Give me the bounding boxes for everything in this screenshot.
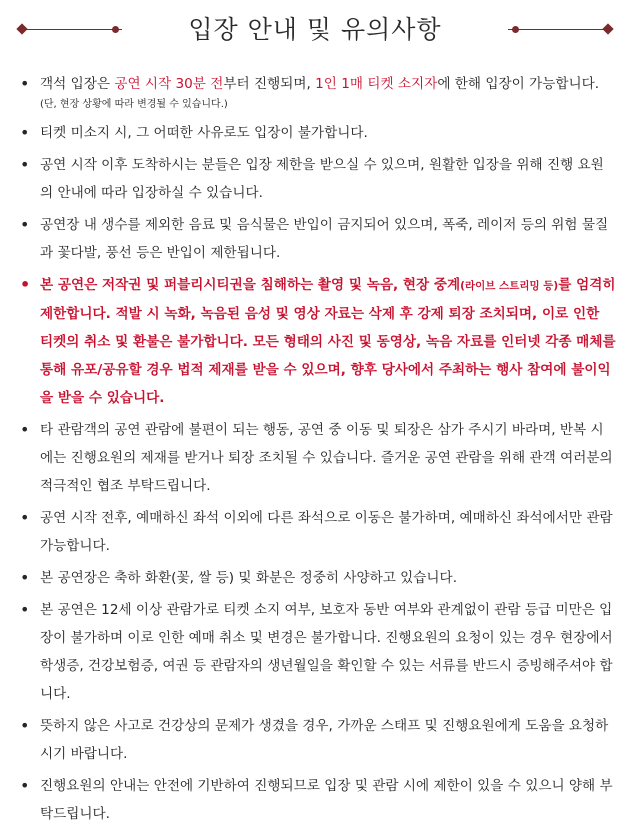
bullet-icon: •	[20, 123, 30, 142]
bullet-icon: •	[20, 716, 30, 735]
bullet-icon: •	[20, 215, 30, 234]
bullet-icon: •	[20, 74, 30, 93]
list-item: • 티켓 미소지 시, 그 어떠한 사유로도 입장이 불가합니다.	[16, 119, 616, 147]
bullet-icon: •	[20, 155, 30, 174]
list-item-warning: • 본 공연은 저작권 및 퍼블리시티권을 침해하는 촬영 및 녹음, 현장 중계(라이브 스트리밍 등)를 엄격히 제한합니다. 적발 시 녹화, 녹음된 음성 및 영상 자료는 삭제 후 강제 퇴장 조치되며, 이로 인한 티켓의 취소 및 환불은 불가합니다. 모든 형태의 사진 및 동영상, 녹음 자료를 인터넷 각종 매체를 통해 유포/공유할 경우 법적 제재를 받을 수 있으며, 향후 당사에서 주최하는 행사 참여에 불이익을 받을 수 있습니다.	[16, 271, 616, 412]
bullet-icon: •	[20, 568, 30, 587]
bullet-icon: •	[20, 420, 30, 439]
page-title: 입장 안내 및 유의사항	[188, 15, 442, 44]
list-item: • 공연장 내 생수를 제외한 음료 및 음식물은 반입이 금지되어 있으며, 폭죽, 레이저 등의 위험 물질과 꽃다발, 풍선 등은 반입이 제한됩니다.	[16, 211, 616, 267]
highlight-text: 공연 시작 30분 전	[114, 76, 224, 92]
bullet-icon: •	[20, 508, 30, 527]
list-item: • 객석 입장은 공연 시작 30분 전부터 진행되며, 1인 1매 티켓 소지자에 한해 입장이 가능합니다. (단, 현장 상황에 따라 변경될 수 있습니다.)	[16, 70, 616, 115]
title-header	[0, 0, 630, 62]
list-item: • 뜻하지 않은 사고로 건강상의 문제가 생겼을 경우, 가까운 스태프 및 진행요원에게 도움을 요청하시기 바랍니다.	[16, 712, 616, 768]
list-item: • 공연 시작 전후, 예매하신 좌석 이외에 다른 좌석으로 이동은 불가하며, 예매하신 좌석에서만 관람 가능합니다.	[16, 504, 616, 560]
notice-list	[16, 70, 616, 832]
bullet-icon: •	[20, 776, 30, 795]
list-item: • 진행요원의 안내는 안전에 기반하여 진행되므로 입장 및 관람 시에 제한이 있을 수 있으니 양해 부탁드립니다.	[16, 772, 616, 828]
list-item-note: (단, 현장 상황에 따라 변경될 수 있습니다.)	[40, 99, 228, 110]
list-item: • 본 공연장은 축하 화환(꽃, 쌀 등) 및 화분은 정중히 사양하고 있습니다.	[16, 564, 616, 592]
bullet-icon: •	[20, 600, 30, 619]
bullet-icon: •	[20, 275, 31, 294]
list-item: • 본 공연은 12세 이상 관람가로 티켓 소지 여부, 보호자 동반 여부와 관계없이 관람 등급 미만은 입장이 불가하며 이로 인한 예매 취소 및 변경은 불가합니다. 진행요원의 요청이 있는 경우 현장에서 학생증, 건강보험증, 여권 등 관람자의 생년월일을 확인할 수 있는 서류를 반드시 증빙해주셔야 합니다.	[16, 596, 616, 708]
title-divider-right	[508, 29, 608, 30]
highlight-text: 1인 1매 티켓 소지자	[315, 76, 438, 92]
list-item: • 타 관람객의 공연 관람에 불편이 되는 행동, 공연 중 이동 및 퇴장은 삼가 주시기 바라며, 반복 시에는 진행요원의 제재를 받거나 퇴장 조치될 수 있습니다. 즐거운 공연 관람을 위해 관객 여러분의 적극적인 협조 부탁드립니다.	[16, 416, 616, 500]
list-item: • 공연 시작 이후 도착하시는 분들은 입장 제한을 받으실 수 있으며, 원활한 입장을 위해 진행 요원의 안내에 따라 입장하실 수 있습니다.	[16, 151, 616, 207]
